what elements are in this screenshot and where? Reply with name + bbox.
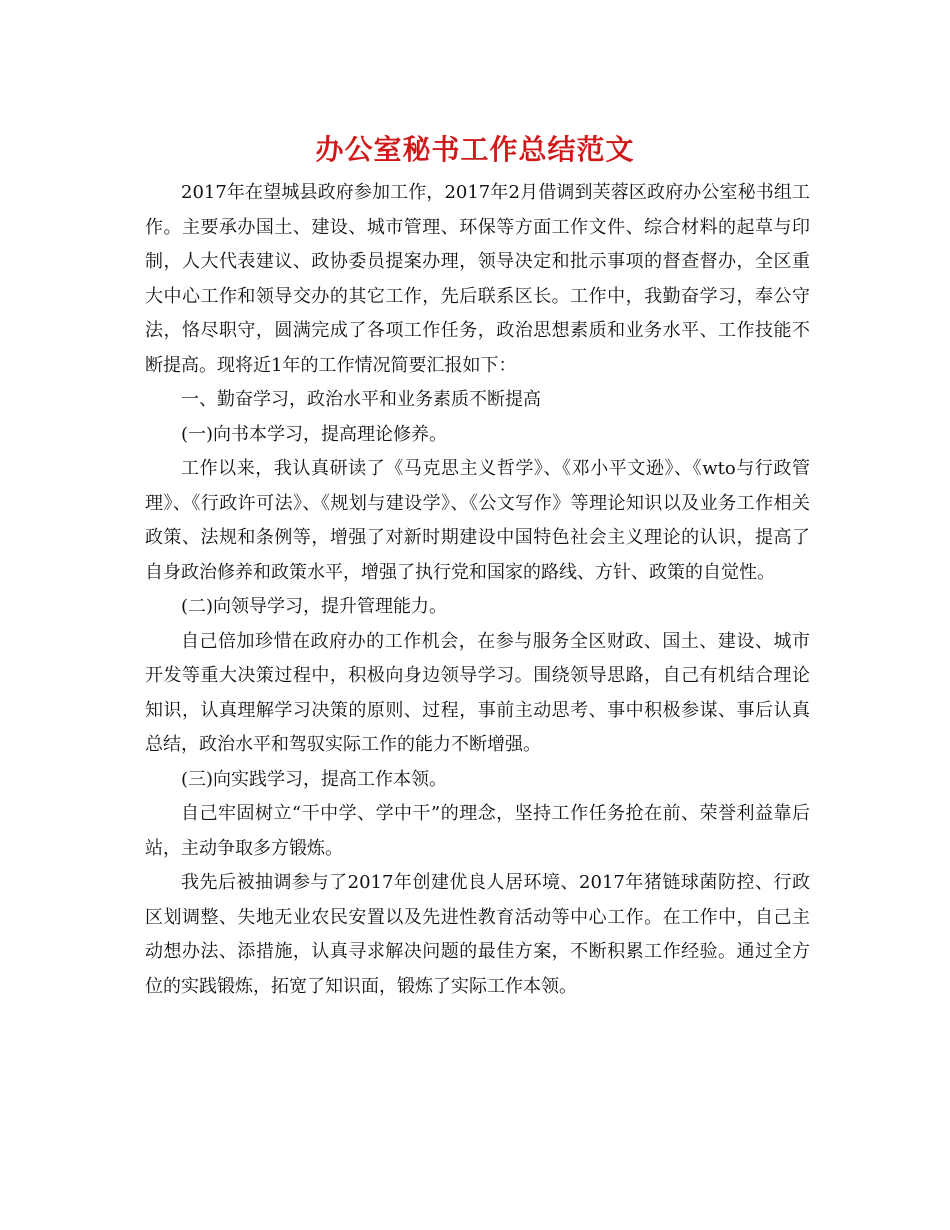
paragraph-book-study: 工作以来，我认真研读了《马克思主义哲学》、《邓小平文逊》、《wto与行政管理》、《行政许可法》、《规划与建设学》、《公文写作》等理论知识以及业务工作相关政策、法规和条例等，增强了对新时期建设中国特色社会主义理论的认识，提高了自身政治修养和政策水平，增强了执行党和国家的路线、方针、政策的自觉性。 bbox=[145, 458, 810, 583]
paragraph-practice-experience: 我先后被抽调参与了2017年创建优良人居环境、2017年猪链球菌防控、行政区划调整、失地无业农民安置以及先进性教育活动等中心工作。在工作中，自己主动想办法、添措施，认真寻求解决问题的最佳方案，不断积累工作经验。通过全方位的实践锻炼，拓宽了知识面，锻炼了实际工作本领。 bbox=[145, 872, 810, 997]
subsection-heading-2: (二)向领导学习，提升管理能力。 bbox=[181, 596, 448, 617]
document-title: 办公室秘书工作总结范文 bbox=[315, 133, 635, 166]
document-body bbox=[145, 176, 810, 1004]
subsection-heading-1: (一)向书本学习，提高理论修养。 bbox=[181, 423, 448, 445]
paragraph-practice-principle: 自己牢固树立“干中学、学中干”的理念，坚持工作任务抢在前、荣誉利益靠后站，主动争取多方锻炼。 bbox=[145, 803, 810, 859]
section-heading-1: 一、勤奋学习，政治水平和业务素质不断提高 bbox=[181, 389, 541, 410]
subsection-heading-3: (三)向实践学习，提高工作本领。 bbox=[181, 768, 448, 790]
paragraph-leader-study: 自己倍加珍惜在政府办的工作机会，在参与服务全区财政、国土、建设、城市开发等重大决策过程中，积极向身边领导学习。围绕领导思路，自己有机结合理论知识，认真理解学习决策的原则、过程，事前主动思考、事中积极参谋、事后认真总结，政治水平和驾驭实际工作的能力不断增强。 bbox=[145, 630, 810, 755]
paragraph-intro: 2017年在望城县政府参加工作，2017年2月借调到芙蓉区政府办公室秘书组工作。主要承办国土、建设、城市管理、环保等方面工作文件、综合材料的起草与印制，人大代表建议、政协委员提案办理，领导决定和批示事项的督查督办，全区重大中心工作和领导交办的其它工作，先后联系区长。工作中，我勤奋学习，奉公守法，恪尽职守，圆满完成了各项工作任务，政治思想素质和业务水平、工作技能不断提高。现将近1年的工作情况简要汇报如下： bbox=[145, 182, 810, 376]
